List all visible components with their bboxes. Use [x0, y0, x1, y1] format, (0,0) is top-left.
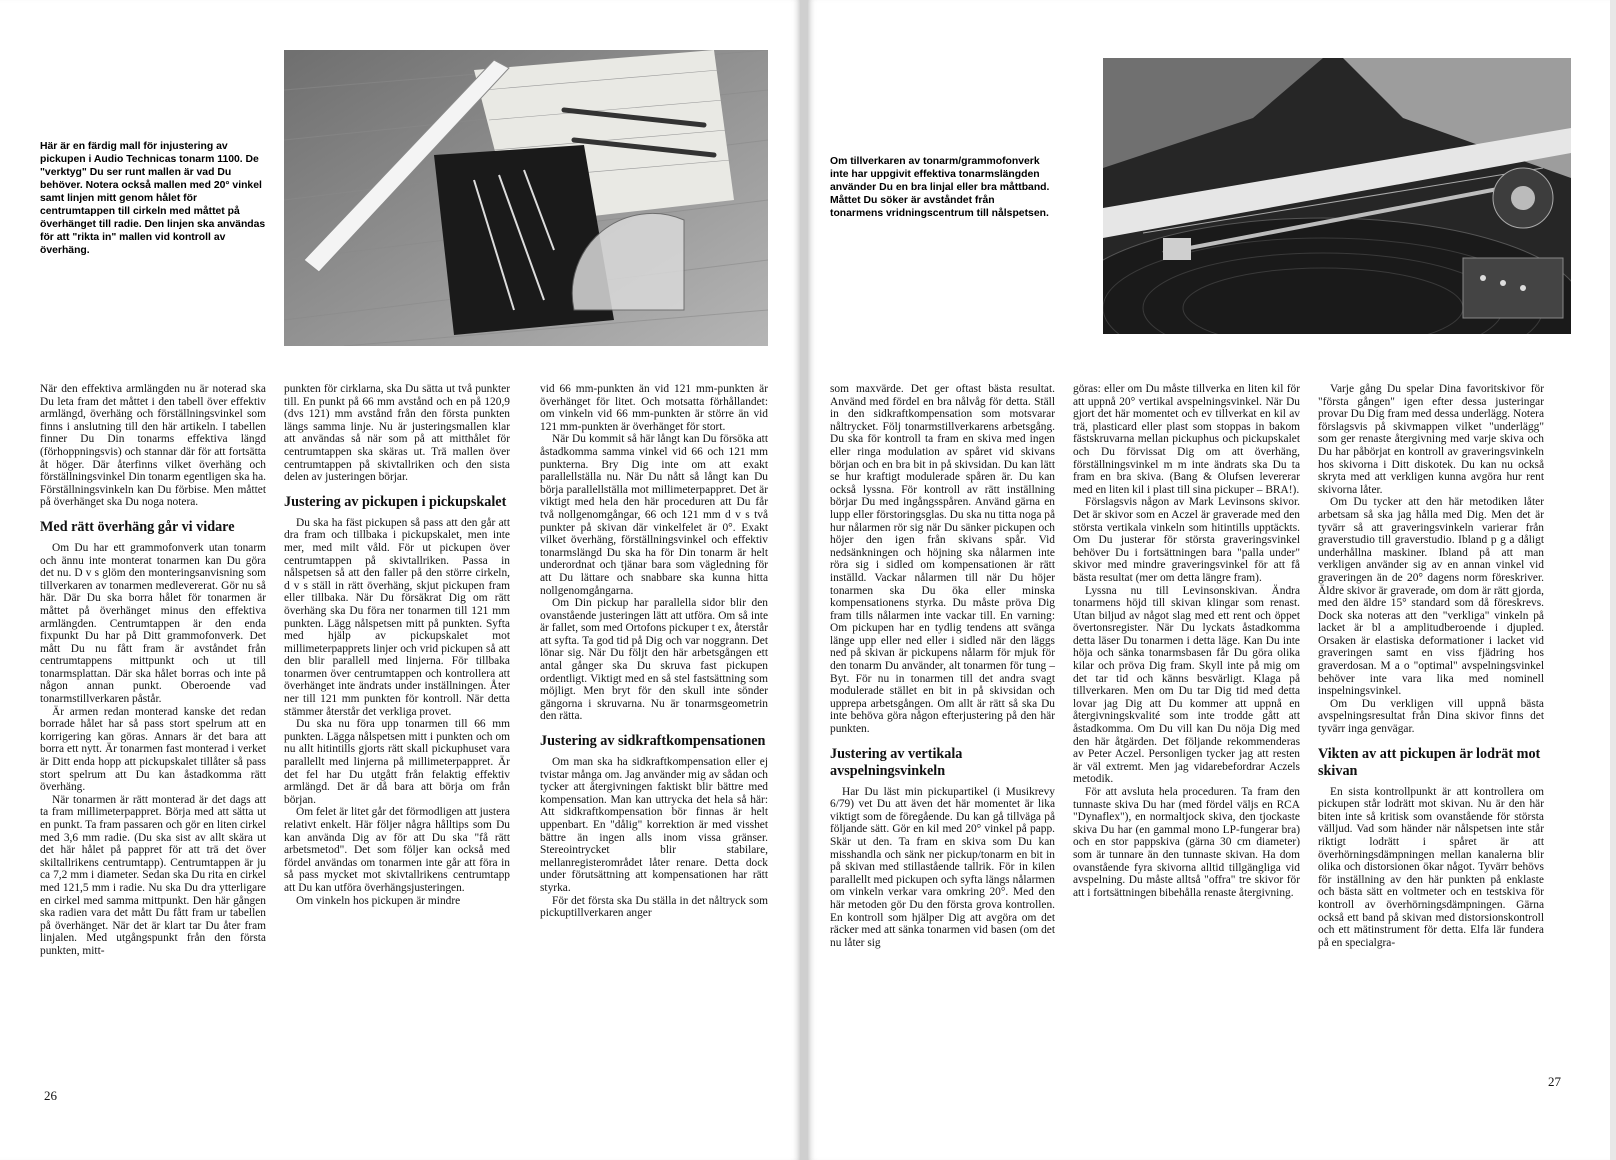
left-photo-caption: Här är en färdig mall för injustering av pickupen i Audio Technicas tonarm 1100. De "verktyg" Du ser runt mallen är vad Du behöver. Notera också mallen med 20° vinkel samt linjen mitt genom hålet för centrumtappen till cirkeln med måttet på överhänget till radie. Den linjen ska användas för att "rikta in" mallen vid kontroll av överhäng. [40, 141, 266, 256]
paragraph: Har Du läst min pickupartikel (i Musikrevy 6/79) vet Du att även det här momentet är lika viktigt som de föregående. Du kan gå tillväga på följande sätt. Gör en kil med 20° vinkel på papp. Skär ut den. Ta fram en skiva som Du kan misshandla och sänk ner pickup/tonarm en bit in på skivan med stillastående tallrik. För in kilen parallellt med pickupen och syfta längs nålarmen om vinkeln verkar vara omkring 20°. Med den här metoden gör Du den första grova kontrollen. En kontroll som hjälper Dig att avgöra om det räcker med att sänka tonarmen vid basen (om det nu låter sig [830, 785, 1055, 949]
template-tools-image [284, 50, 768, 346]
section-heading: Justering av vertikala avspelningsvinkeln [830, 745, 963, 779]
paragraph: punkten för cirklarna, ska Du sätta ut två punkter till. En punkt på 66 mm avstånd och en på 120,9 (dvs 121) mm avstånd från den första punkten längs samma linje. Nu är justeringsmallen klar att användas så när som på att mitthålet för centrumtappen ska skäras ut. Trä mallen över centrumtappen på skivtallriken och den sista delen av justeringen börjar. [284, 383, 510, 484]
paragraph: Om Din pickup har parallella sidor blir den ovanstående justeringen lätt att utföra. Om så inte är fallet, som med Ortofons pickuper t ex, återstår att syfta. Ta god tid på Dig och var noggrann. Det lönar sig. När Du följt den här arbetsgången ett antal gånger ska Du skruva fast pickupen ordentligt. Viktigt med en så stel fastsättning som möjligt. Men bryt för den skull inte sönder gängorna i skruvarna. Nu är tonarmsgeometrin den rätta. [540, 597, 768, 723]
paragraph: Om Du tycker att den här metodiken låter arbetsam så ska jag hålla med Dig. Men det är tyvärr så att graveringsvinkeln varierar från graverstudio till graverstudio. Ibland p g a dåligt underhållna maskiner. Ibland på att man verkligen använder sig av en annan vinkel vid graveringen än de 20° dagens norm föreskriver. Äldre skivor är graverade, om dom är rätt gjorda, med den äldre 15° standard som då föreskrevs. Dock ska noteras att den "verkliga" vinkeln på lacket är bl a amplitudberoende i djupled. Orsaken är elastiska deformationer i lacket vid graveringen samt en viss fjädring hos graverdosan. M a o "optimal" avspelningsvinkel behöver inte vara lika med nominell inspelningsvinkel. [1318, 496, 1544, 698]
left-photo [284, 50, 768, 346]
right-page [808, 0, 1616, 1160]
page-edge [1610, 0, 1616, 1160]
paragraph: För det första ska Du ställa in det nåltryck som pickuptillverkaren anger [540, 894, 768, 920]
paragraph: För att avsluta hela proceduren. Ta fram den tunnaste skiva Du har (med fördel väljs en RCA "Dynaflex"), en normaltjock skiva, den tjockaste skiva Du har (en gammal mono LP-fungerar bra) och en stor pappskiva (gärna 30 cm diameter) som är tunnare än den tunnaste skivan. Ha dom ovanstående fyra skivorna alltid tillgängliga vid avspelning. Du måste alltså "offra" tre skivor för att i fortsättningen bibehålla renaste återgivning. [1073, 786, 1300, 899]
paragraph: När tonarmen är rätt monterad är det dags att ta fram millimeterpappret. Börja med att sätta ut en punkt. Ta fram passaren och gör en liten cirkel med 3,6 mm radie. (Du ska sist av allt skära ut det här hålet på pappret för att trä det över skiltallrikens centrumtapp). Centrumtappen är ju ca 7,2 mm i diameter. Sedan ska Du rita en cirkel med 121,5 mm i radie. Nu ska Du dra ytterligare en cirkel med samma mittpunkt. Den här gången ska radien vara det mått Du fått fram ur tabellen på överhänget. När det är klart tar Du åter fram linjalen. Med utgångspunkt från den första punkten, mitt- [40, 793, 266, 957]
paragraph: som maxvärde. Det ger oftast bästa resultat. Använd med fördel en bra nålvåg för detta. Ställ in den sidkraftkompensation som motsvarar nåltrycket. Följ tonarmstillverkarens arbetsgång. Du ska för kontroll ta fram en skiva med ingen eller ringa modulation av spåret vid skivans början och en bra bit in på skivsidan. Du kan lätt se hur kraftigt modulerade spåren är. Du kan också lyssna. För kontroll av rätt inställning börjar Du med ingångsspåren. Använd gärna en lupp eller förstoringsglas. Du ska nu titta noga på hur nålarmen rör sig när Du sänker pickupen och höjer den igen från skivans spår. Vid nedsänkningen och höjning ska nålarmen inte röra sig i sidled om kompensationen är rätt inställd. Vackar nålarmen till när Du höjer tonarmen ska Du öka eller minska kompensationens styrka. Du måste pröva Dig fram tills nålarmen inte vackar till. En varning: Om pickupen har en tydlig tendens att svänga länge upp eller ned eller i sidled när den läggs ned på skivan är pickupens nålarm för mjuk för den tonarm Du använder, alt tonarmen för tung – Byt. För nu in tonarmen till det andra svagt modulerade stället en bit in på skivsidan och upprepa arbetsgången. Om allt är rätt så ska Du inte behöva göra någon efterjustering på den här punkten. [830, 383, 1055, 736]
left-column-2 [284, 383, 510, 907]
right-column-2 [1073, 383, 1300, 899]
section-heading: Vikten av att pickupen är lodrät mot skivan [1318, 745, 1541, 779]
paragraph: Är armen redan monterad kanske det redan borrade hålet har så pass stort spelrum att en korrigering kan göras. Annars är det bara att borra ett nytt. Är tonarmen fast monterad i verket är Ditt enda hopp att pickupskalet tillåter så pass stort spelrum att Du kan åstadkomma rätt överhäng. [40, 705, 266, 794]
right-column-1 [830, 383, 1055, 949]
left-column-1 [40, 383, 266, 958]
right-photo-caption: Om tillverkaren av tonarm/grammofonverk inte har uppgivit effektiva tonarmslängden använder Du en bra linjal eller bra måttband. Måttet Du söker är avståndet från tonarmens vridningscentrum till nålspetsen. [830, 156, 1050, 219]
left-page [0, 0, 800, 1160]
paragraph: Lyssna nu till Levinsonskivan. Ändra tonarmens höjd till skivan klingar som renast. Utan biljud av något slag med ett rent och öppet övertonsregister. När Du lyckats åstadkomma detta läser Du tonarmen i detta läge. Kan Du inte höja och sänka tonarmsbasen får Du göra olika kilar och pröva Dig fram. Skyll inte på mig om det tar tid och känns besvärligt. Klaga på tillverkaren. Men om Du tar Dig tid med detta lovar jag Dig att Du kommer att uppnå en återgivningskvalité som inte trodde gått att åstadkomma. Om Du vill kan Du nöja Dig med den här åtgärden. Det följande rekommenderas av Peter Aczel. Personligen tycker jag att resten är väl extremt. Men jag vidarebefordrar Aczels metodik. [1073, 584, 1300, 786]
right-column-3 [1318, 383, 1544, 949]
section-heading: Med rätt överhäng går vi vidare [40, 518, 235, 535]
paragraph: Varje gång Du spelar Dina favoritskivor för "första gången" igen efter dessa justeringar provar Du Dig fram med dessa underlägg. Notera förslagsvis på skivmappen vilket "underlägg" som ger renaste återgivning med varje skiva och Du har påbörjat en kontroll av graveringsvinkeln hos skivorna i Ditt diskotek. Du kan nu också skryta med att verkligen kunna avgöra hur rent skivorna låter. [1318, 383, 1544, 496]
paragraph: Om vinkeln hos pickupen är mindre [296, 894, 461, 907]
section-heading: Justering av pickupen i pickupskalet [284, 493, 507, 510]
paragraph: Om felet är litet går det förmodligen att justera relativt enkelt. Här följer några hålltips som Du kan använda Dig av för att Du ska "få rätt arbetsmetod". Det som följer kan också med fördel användas om tonarmen inte går att föra in så pass mycket mot skivtallrikens centrumtapp att Du kan utföra överhängsjusteringen. [284, 806, 510, 894]
paragraph: Om Du har ett grammofonverk utan tonarm och ännu inte monterat tonarmen kan Du göra det nu. D v s glöm den monteringsanvisning som tillverkaren av tonarmen medlevererat. Gör nu så här. Där Du ska borra hålet för tonarmen är måttet på överhänget minus den effektiva armlängden. Centrumtappen är den enda fixpunkt Du har på Ditt grammofonverk. Det mått Du nu fått fram är avståndet från centrumtappens mittpunkt och ut till tonarmsplattan. Där ska hålet borras och inte på någon annan punkt. Oberoende vad tonarmstillverkaren påstår. [40, 541, 266, 706]
paragraph: En sista kontrollpunkt är att kontrollera om pickupen står lodrätt mot skivan. Nu är den här biten inte så kritisk som ovanstående för största välljud. Vad som händer när nålspetsen inte står riktigt lodrätt i spåret är att överhörningsdämpningen mellan kanalerna blir olika och distorsionen ökar något. Tyvärr behövs för inställning av den här punkten på enklaste och bästa sätt en voltmeter och en testskiva för kontroll av överhörningsdämpningen. Gärna också ett band på skivan med distorsionskontroll och ett mätinstrument för detta. Elfa lär fundera på en specialgra- [1318, 785, 1544, 949]
paragraph: Du ska nu föra upp tonarmen till 66 mm punkten. Lägga nålspetsen mitt i punkten och om nu allt hitintills gjorts rätt skall pickuphuset vara parallellt med linjerna på millimeterpappret. Är det fel har Du utgått från felaktig effektiv armlängd. Det är då bara att börja om från början. [284, 718, 510, 806]
page-number: 26 [44, 1088, 57, 1103]
left-column-3 [540, 383, 768, 920]
paragraph: Om man ska ha sidkraftkompensation eller ej tvistar många om. Jag använder mig av sådan och tycker att återgivningen faktiskt blir bättre med kompensation. Man kan uttrycka det hela så här: Att sidkraftkompensation bör finnas är helt uppenbart. En "dålig" korrektion är med visshet bättre än ingen alls inom vissa gränser. Stereointrycket blir stabilare, mellanregisterområdet låter renare. Detta dock under förutsättning att kompensationen har rätt styrka. [540, 756, 768, 894]
paragraph: Om Du verkligen vill uppnå bästa avspelningsresultat från Dina skivor finns det tyvärr inga genvägar. [1318, 697, 1544, 736]
paragraph: Du ska ha fäst pickupen så pass att den går att dra fram och tillbaka i pickupskalet, men inte mer, med milt våld. För ut pickupen över centrumtappen på skivtallriken. Passa in nålspetsen så att den faller på den större cirkeln, d v s ställ in rätt överhäng, skjut pickupen fram eller tillbaka. När Du försäkrat Dig om rätt överhäng ska Du föra ner tonarmen till 121 mm punkten. Lägg nålspetsen mitt på punkten. Syfta med hjälp av pickupskalet mot millimeterpapprets linjer och vrid pickupen så att den blir parallell med linjerna. För tillbaka tonarmen över centrumtappen och kontrollera att överhänget inte ändrats under inställningen. Åter ner till 121 mm punkten för kontroll. När detta stämmer återstår det verkliga provet. [284, 516, 510, 718]
paragraph: När den effektiva armlängden nu är noterad ska Du leta fram det måttet i den tabell över effektiv armlängd, överhäng och förställningsvinkel som finns i anslutning till den här artikeln. I tabellen finner Du Din tonarms effektiva längd (förhoppningsvis) och stannar där för att fortsätta åt höger. Där återfinns vilket överhäng och förställningsvinkel Din tonarm egentligen ska ha. Förställningsvinkeln kan Du förbise. Men måttet på överhänget ska Du noga notera. [40, 383, 266, 509]
paragraph: göras: eller om Du måste tillverka en liten kil för att uppnå 20° vertikal avspelningsvinkel. När Du gjort det här momentet och ev tillverkat en kil av trä, plasticard eller plast som stoppas in bakom fästskruvarna mellan pickuphus och pickupskalet och Du förvissat Dig om att överhäng, förställningsvinkel m m inte ändrats ska Du ta fram en bra skiva. (Bang & Olufsen levererar med en liten kil i plast till sina pickuper – BRA!). [1073, 383, 1300, 496]
turntable-ruler-image [1103, 58, 1571, 334]
page-number: 27 [1548, 1074, 1561, 1089]
paragraph: vid 66 mm-punkten än vid 121 mm-punkten är överhänget för litet. Och motsatta förhållandet: om vinkeln vid 66 mm-punkten är större än vid 121 mm-punkten är överhänget för stort. [540, 383, 768, 433]
paragraph: Förslagsvis någon av Mark Levinsons skivor. Det är skivor som en Aczel är graverade med den största vertikala vinkeln som hitintills upptäckts. Om Du justerar för största graveringsvinkel behöver Du i fortsättningen bara "palla under" skivor med mindre graveringsvinkel för att få bästa resultat (mer om detta längre fram). [1073, 496, 1300, 584]
paragraph: När Du kommit så här långt kan Du försöka att åstadkomma samma vinkel vid 66 och 121 mm punkterna. Bry Dig inte om att exakt parallellställa nu. När Du nått så långt kan Du börja parallellställa mot millimeterpappret. Det är viktigt med hela den här proceduren att Du får två nollgenomgångar, 66 och 121 mm d v s två punkter på skivan där vinkelfelet är 0°. Exakt vilket överhäng, förställningsvinkel och effektiv tonarmslängd Du ska ha för Din tonarm är helt underordnat och tjänar bara som vägledning för att Du lättare och snabbare ska kunna hitta nollgenomgångarna. [540, 433, 768, 597]
gutter [800, 0, 808, 1160]
section-heading: Justering av sidkraftkompensationen [540, 733, 766, 750]
right-photo [1103, 58, 1571, 334]
